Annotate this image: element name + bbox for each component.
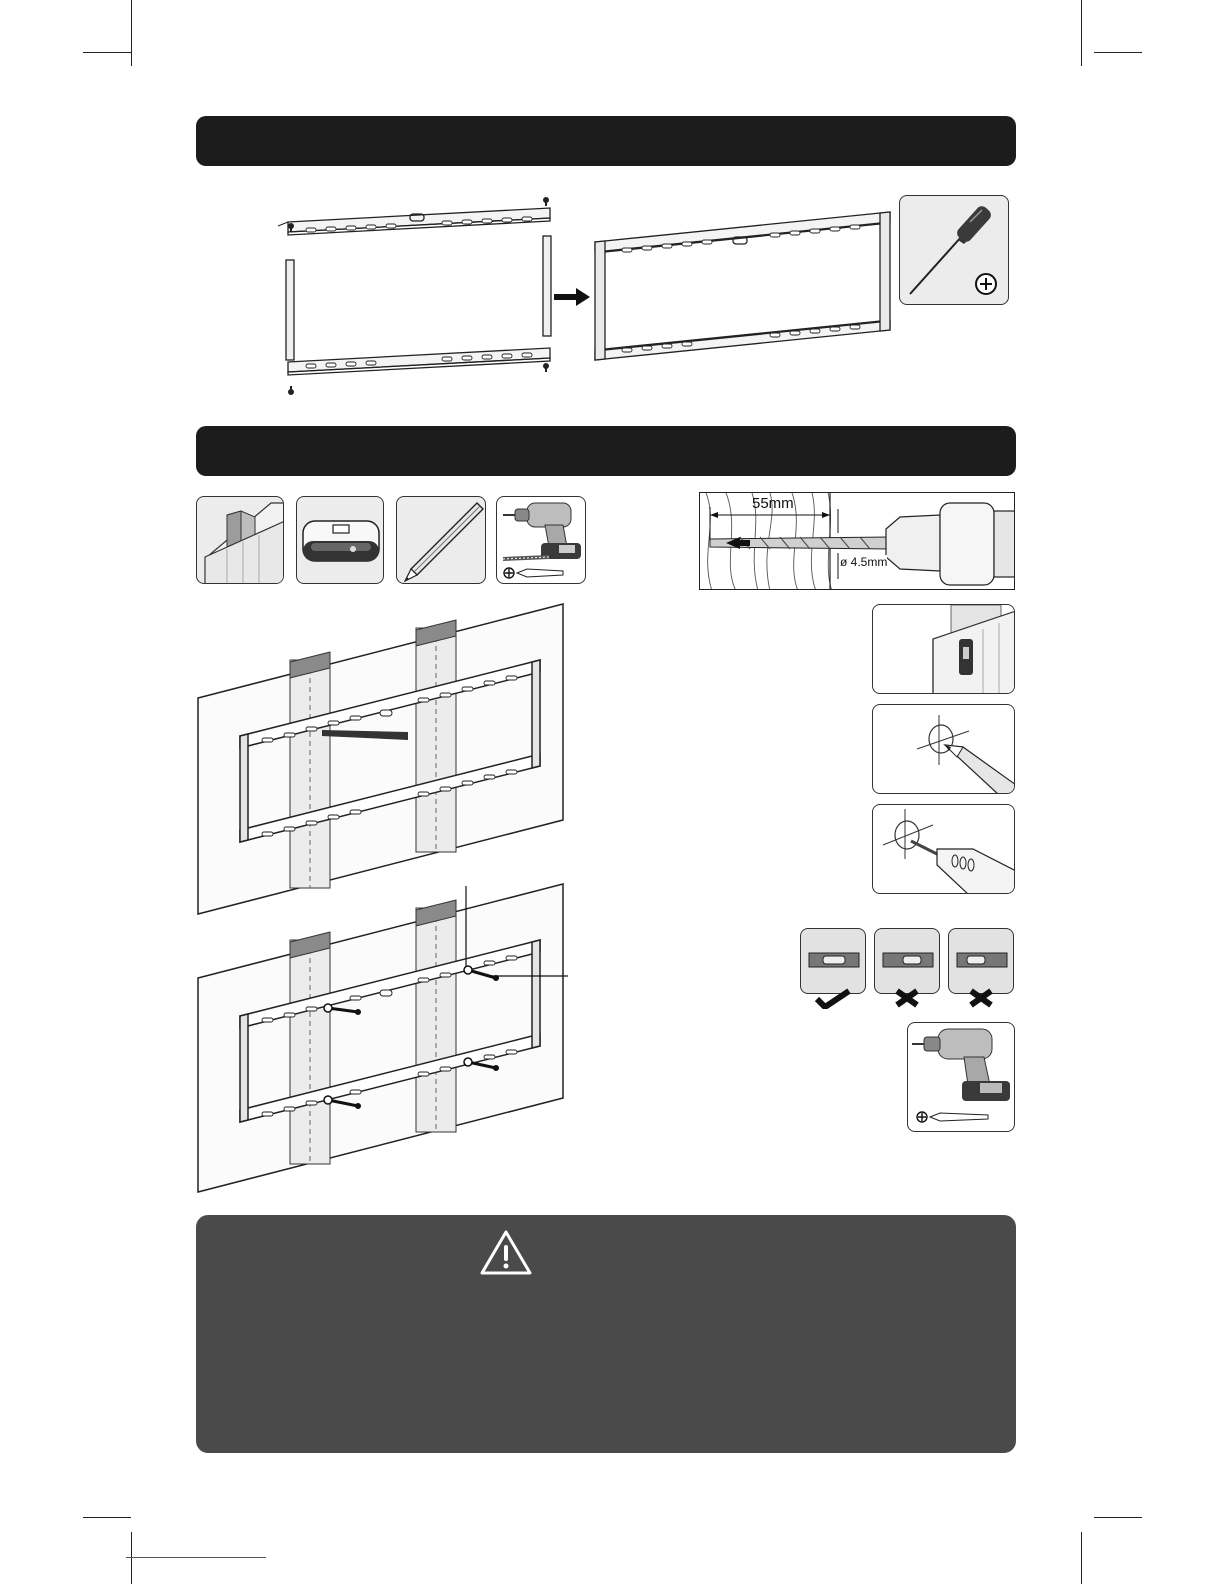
phillips-screwdriver-icon bbox=[900, 196, 1009, 305]
crop-mark bbox=[83, 1517, 131, 1518]
power-drill-icon bbox=[908, 1023, 1015, 1132]
level-check-wrong bbox=[874, 928, 940, 994]
stud-finder-icon bbox=[297, 497, 384, 584]
wall-mount-marking-diagram bbox=[190, 600, 570, 922]
level-check-ok bbox=[800, 928, 866, 994]
level-icon bbox=[801, 929, 867, 1009]
crop-mark bbox=[131, 0, 132, 66]
stud-finder-tile bbox=[296, 496, 384, 584]
step-header-assemble bbox=[196, 116, 1016, 166]
level-icon bbox=[875, 929, 941, 1009]
pencil-tile bbox=[396, 496, 486, 584]
bracket-assembly-diagram bbox=[270, 190, 900, 405]
drill-depth-diagram bbox=[699, 492, 1015, 590]
crop-mark bbox=[83, 52, 131, 53]
drill-depth-label: 55mm bbox=[752, 495, 794, 512]
power-drill-icon bbox=[497, 497, 586, 584]
pencil-icon bbox=[397, 497, 486, 584]
crop-mark bbox=[1081, 0, 1082, 66]
level-check-wrong bbox=[948, 928, 1014, 994]
warning-panel bbox=[196, 1215, 1016, 1453]
stud-location-tile bbox=[872, 604, 1015, 694]
power-drill-tile bbox=[496, 496, 586, 584]
pencil-icon bbox=[873, 705, 1015, 794]
crop-mark bbox=[1094, 1517, 1142, 1518]
crop-mark bbox=[1081, 1532, 1082, 1584]
wall-mount-screwing-diagram bbox=[190, 880, 580, 1198]
crop-mark bbox=[1094, 52, 1142, 53]
wall-stud-icon bbox=[873, 605, 1015, 694]
phillips-screwdriver-tile bbox=[899, 195, 1009, 305]
power-drill-icon bbox=[873, 805, 1015, 894]
drive-screws-tile bbox=[907, 1022, 1015, 1132]
wall-stud-tile bbox=[196, 496, 284, 584]
step-header-install bbox=[196, 426, 1016, 476]
warning-triangle-icon bbox=[480, 1229, 532, 1275]
crop-mark bbox=[131, 1532, 132, 1584]
drill-hole-tile bbox=[872, 804, 1015, 894]
level-icon bbox=[949, 929, 1015, 1009]
wall-stud-icon bbox=[197, 497, 284, 584]
mark-hole-tile bbox=[872, 704, 1015, 794]
link-underline[interactable] bbox=[126, 1557, 266, 1558]
drill-diameter-label: ø 4.5mm bbox=[840, 555, 888, 569]
